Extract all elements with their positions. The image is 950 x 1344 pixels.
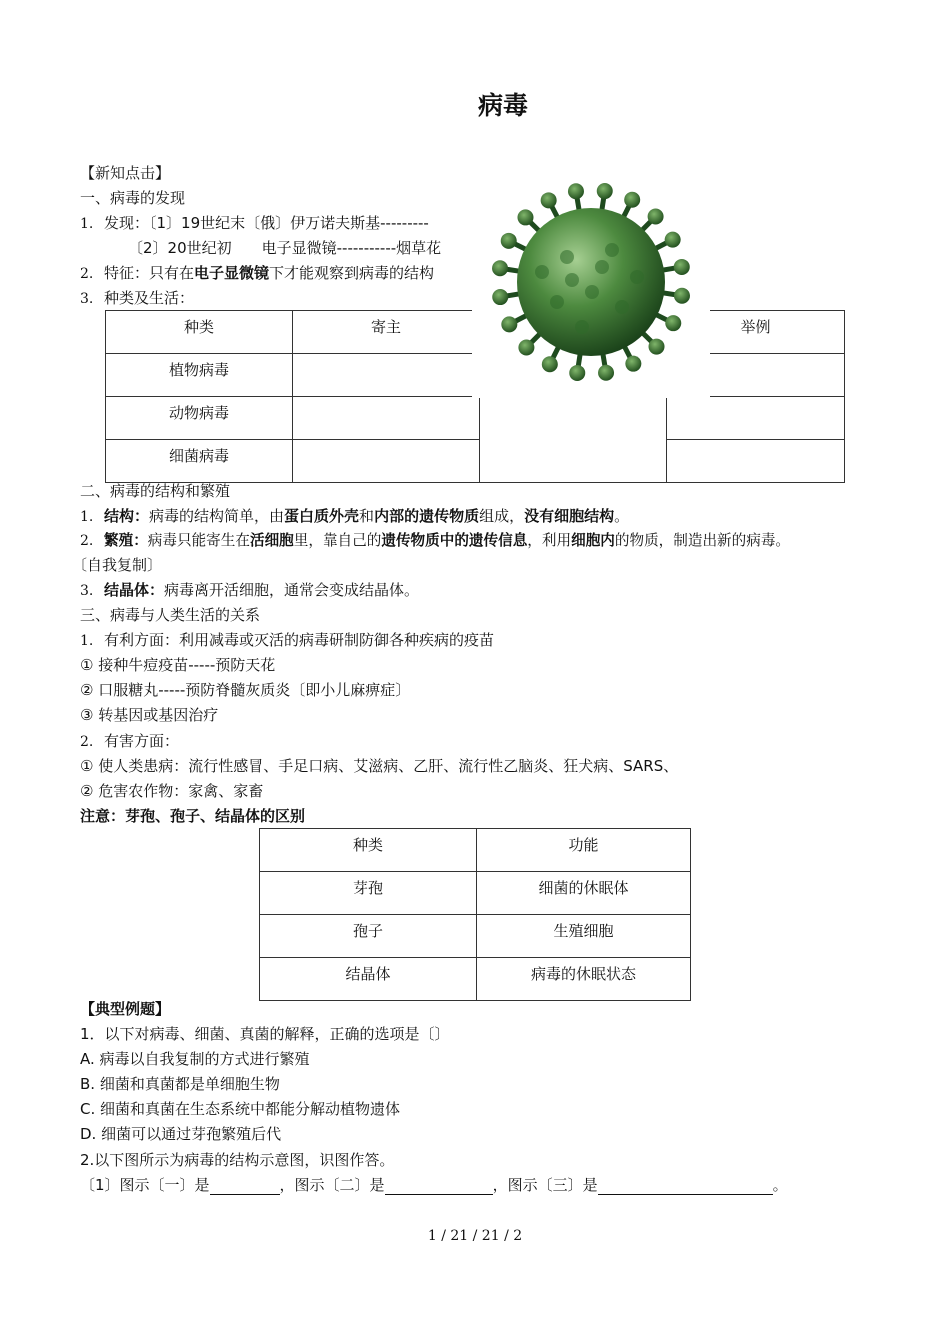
s2-item1-number: 1. <box>80 509 94 525</box>
table-cell: 生殖细胞 <box>477 915 691 958</box>
s1-item1 <box>80 213 429 234</box>
s3-item2-number: 2. <box>80 734 94 750</box>
table-cell: 细菌的休眠体 <box>477 872 691 915</box>
s3-harm-1: ① 使人类患病：流行性感冒、手足口病、艾滋病、乙肝、流行性乙脑炎、狂犬病、SARS、 <box>80 757 679 775</box>
s2-item1-t4: 。 <box>614 507 630 525</box>
s1-item1-text: 发现：〔1〕19世纪末〔俄〕伊万诺夫斯基--------- <box>104 214 429 232</box>
s1-item2-number: 2. <box>80 266 94 282</box>
table-row <box>106 440 845 483</box>
s2-item2-t2: 里，靠自己的 <box>293 532 382 549</box>
s2-item2-b4: 细胞内 <box>571 532 615 549</box>
table-cell: 植物病毒 <box>106 354 293 397</box>
table-header-cell: 举例 <box>667 311 845 354</box>
s2-item2-t4: 的物质，制造出新的病毒。 <box>614 532 791 549</box>
table-cell <box>293 397 480 440</box>
s2-item2-t1: 病毒只能寄生在 <box>147 532 250 549</box>
s1-item1-number: 1. <box>80 216 94 232</box>
note-heading: 注意：芽孢、孢子、结晶体的区别 <box>80 807 306 825</box>
s2-item3 <box>80 580 419 601</box>
q2-text-2: ，图示〔二〕是 <box>279 1176 385 1194</box>
table-header-cell: 种类 <box>260 829 477 872</box>
comparison-table <box>259 828 691 1001</box>
s3-item1-number: 1. <box>80 633 94 649</box>
s1-item2-post: 下才能观察到病毒的结构 <box>269 264 435 282</box>
table-cell <box>667 397 845 440</box>
s2-item1 <box>80 506 629 527</box>
section2-heading: 二、病毒的结构和繁殖 <box>80 482 231 500</box>
table-row <box>260 872 691 915</box>
question-1-option-c: C. 细菌和真菌在生态系统中都能分解动植物遗体 <box>80 1100 401 1118</box>
s1-item2-bold: 电子显微镜 <box>194 264 270 282</box>
table-cell <box>293 354 480 397</box>
s2-item1-t3: 组成， <box>479 507 525 525</box>
page-title: 病毒 <box>477 91 528 120</box>
section1-heading: 一、病毒的发现 <box>80 189 186 207</box>
answer-blank-2[interactable] <box>385 1178 493 1195</box>
question-1-option-d: D. 细菌可以通过芽孢繁殖后代 <box>80 1125 282 1143</box>
s2-item1-b3: 内部的遗传物质 <box>374 507 480 525</box>
table-cell: 细菌病毒 <box>106 440 293 483</box>
virus-illustration <box>472 172 710 398</box>
question-1: 1．以下对病毒、细菌、真菌的解释，正确的选项是〔〕 <box>80 1025 450 1043</box>
s1-item3 <box>80 288 194 309</box>
question-2: 2.以下图所示为病毒的结构示意图，识图作答。 <box>80 1151 395 1169</box>
page-footer: 1 / 21 / 21 / 2 <box>427 1228 523 1244</box>
s2-item1-b1: 结构： <box>104 507 150 525</box>
table-cell: 芽孢 <box>260 872 477 915</box>
s3-benefit-2: ② 口服糖丸-----预防脊髓灰质炎〔即小儿麻痹症〕 <box>80 681 411 699</box>
q2-text-4: 。 <box>772 1176 788 1194</box>
s2-item2 <box>80 531 790 551</box>
s3-benefit-3: ③ 转基因或基因治疗 <box>80 706 219 724</box>
s2-item2-number: 2. <box>80 533 94 549</box>
virus-image <box>472 172 710 398</box>
s2-item2-t3: ，利用 <box>527 532 572 549</box>
table-header-row <box>260 829 691 872</box>
table-cell: 病毒的休眠状态 <box>477 958 691 1001</box>
section-heading-new-knowledge: 【新知点击】 <box>80 164 171 182</box>
table-row <box>260 915 691 958</box>
table-cell <box>293 440 480 483</box>
s2-item2-b1: 繁殖： <box>104 532 148 549</box>
question-2-part-1 <box>80 1175 788 1195</box>
s2-item2-continuation: 〔自我复制〕 <box>72 556 163 574</box>
table-cell: 孢子 <box>260 915 477 958</box>
s3-item1 <box>80 630 494 651</box>
s2-item1-b4: 没有细胞结构 <box>524 507 615 525</box>
question-1-option-a: A. 病毒以自我复制的方式进行繁殖 <box>80 1050 310 1068</box>
s3-harm-2: ② 危害农作物：家禽、家畜 <box>80 782 264 800</box>
section-heading-examples: 【典型例题】 <box>80 1000 171 1018</box>
s2-item3-number: 3. <box>80 583 94 599</box>
s2-item2-b3: 遗传物质中的遗传信息 <box>381 532 528 549</box>
table-cell <box>667 440 845 483</box>
s1-item2-pre: 特征：只有在 <box>104 264 195 282</box>
table-header-cell: 功能 <box>477 829 691 872</box>
s3-benefit-1: ① 接种牛痘疫苗-----预防天花 <box>80 656 276 674</box>
table-cell: 动物病毒 <box>106 397 293 440</box>
s2-item1-t1: 病毒的结构简单，由 <box>149 507 285 525</box>
s2-item1-t2: 和 <box>359 507 375 525</box>
s1-item3-number: 3. <box>80 291 94 307</box>
q2-text-3: ，图示〔三〕是 <box>492 1176 598 1194</box>
s2-item3-bold: 结晶体： <box>104 581 165 599</box>
s2-item3-text: 病毒离开活细胞，通常会变成结晶体。 <box>164 581 420 599</box>
table-header-cell: 种类 <box>106 311 293 354</box>
q2-text-1: 〔1〕图示〔一〕是 <box>80 1176 210 1194</box>
s1-item1b: 〔2〕20世纪初 电子显微镜-----------烟草花 <box>128 239 442 257</box>
table-header-cell: 寄主 <box>293 311 480 354</box>
s1-item3-text: 种类及生活： <box>104 289 195 307</box>
table-cell: 结晶体 <box>260 958 477 1001</box>
s3-item2 <box>80 731 179 752</box>
s2-item2-b2: 活细胞 <box>249 532 294 549</box>
answer-blank-1[interactable] <box>210 1178 280 1195</box>
section3-heading: 三、病毒与人类生活的关系 <box>80 606 261 624</box>
table-row <box>106 397 845 440</box>
s2-item1-b2: 蛋白质外壳 <box>284 507 360 525</box>
s3-item2-text: 有害方面： <box>104 732 180 750</box>
s1-item2 <box>80 263 434 284</box>
question-1-option-b: B. 细菌和真菌都是单细胞生物 <box>80 1075 280 1093</box>
table-row <box>260 958 691 1001</box>
answer-blank-3[interactable] <box>598 1178 773 1195</box>
s3-item1-text: 有利方面：利用减毒或灭活的病毒研制防御各种疾病的疫苗 <box>104 631 495 649</box>
